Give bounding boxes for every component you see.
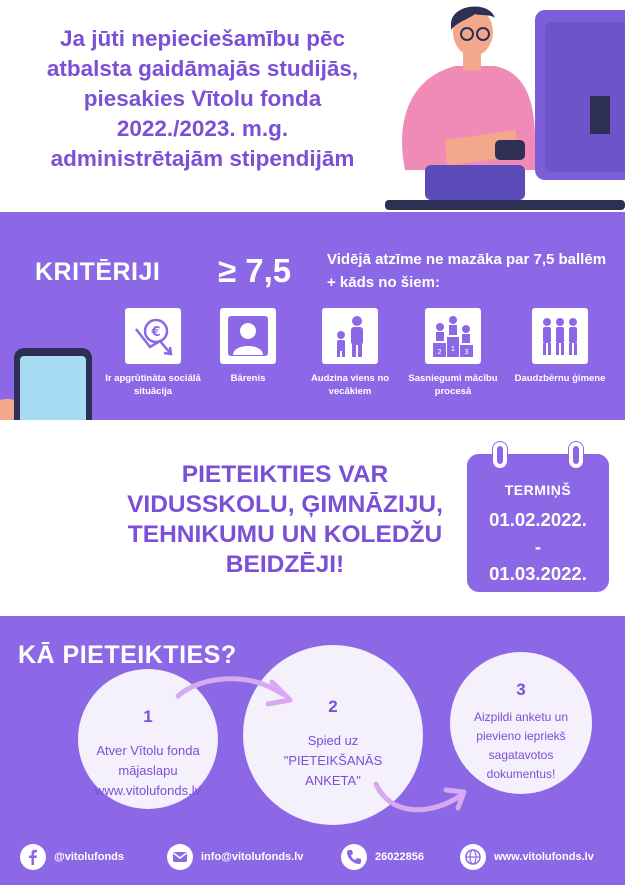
header-title-line: piesakies Vītolu fonda (83, 86, 322, 111)
step-number: 3 (516, 680, 526, 699)
criteria-item-label: Ir apgrūtināta sociālā situācija (105, 373, 201, 397)
deadline-end: 01.03.2022. (489, 563, 587, 584)
eligibility-line: TEHNIKUMU UN KOLEDŽU (127, 521, 443, 548)
euro-down-icon (125, 308, 181, 364)
deadline-start: 01.02.2022. (489, 509, 587, 530)
person-icon (220, 308, 276, 364)
header-title-line: atbalsta gaidāmajās studijās, (46, 56, 359, 81)
facebook-handle: @vitolufonds (54, 851, 124, 863)
criteria-item-label: Bārenis (230, 373, 266, 384)
criteria-item (398, 308, 508, 398)
arrow-1-icon (178, 679, 282, 696)
parent-child-icon (322, 308, 378, 364)
student-at-computer-illustration (385, 0, 625, 212)
step-text-line: Spied uz (307, 733, 359, 748)
step-number: 1 (143, 707, 153, 726)
website-url: www.vitolufonds.lv (494, 851, 594, 863)
email-icon (167, 844, 193, 870)
footer-website[interactable] (460, 844, 594, 870)
svg-text:2: 2 (437, 348, 442, 356)
how-title: KĀ PIETEIKTIES? (18, 641, 237, 669)
email-address: info@vitolufonds.lv (201, 851, 304, 863)
criteria-item (193, 308, 303, 385)
criteria-item-label: Sasniegumi mācību procesā (408, 373, 498, 397)
step-text-line: dokumentus! (486, 767, 556, 781)
eligibility-line: BEIDZĒJI! (225, 551, 345, 578)
footer-facebook[interactable] (20, 844, 124, 870)
globe-cursor-icon (460, 844, 486, 870)
svg-text:3: 3 (464, 348, 469, 356)
min-grade: ≥ 7,5 (218, 252, 292, 289)
step-text-line: mājaslapu (118, 763, 178, 778)
deadline-calendar (467, 454, 609, 592)
phone-number: 26022856 (375, 851, 424, 863)
header-section (0, 0, 625, 212)
header-title-line: 2022./2023. m.g. (116, 116, 289, 141)
eligibility-text (110, 460, 460, 580)
deadline-dates (473, 502, 603, 586)
how-to-apply-section (0, 616, 625, 885)
deadline-title: TERMIŅŠ (504, 482, 572, 498)
eligibility-line: VIDUSSKOLU, ĢIMNĀZIJU, (127, 491, 443, 518)
step-text-line: "PIETEIKŠANĀS (283, 753, 383, 768)
facebook-icon (20, 844, 46, 870)
step-text-line: pievieno iepriekš (476, 729, 566, 743)
family-icon (532, 308, 588, 364)
footer (0, 838, 625, 885)
header-title-line: administrētajām stipendijām (50, 146, 355, 171)
podium-icon (425, 308, 481, 364)
eligibility-line: PIETEIKTIES VAR (181, 461, 389, 488)
svg-text:1: 1 (450, 345, 456, 353)
criteria-item (295, 308, 405, 398)
step-text-line: www.vitolufonds.lv (94, 783, 202, 798)
step-number: 2 (328, 697, 338, 716)
phone-icon (341, 844, 367, 870)
footer-phone[interactable] (341, 844, 424, 870)
criteria-item-label: Daudzbērnu ģimene (514, 373, 606, 384)
step-text-line: sagatavotos (488, 748, 554, 762)
header-title (20, 24, 385, 174)
criteria-title: KRITĒRIJI (35, 258, 161, 286)
eligibility-section (0, 420, 625, 616)
step-text-line: Aizpildi anketu un (473, 710, 569, 724)
criteria-item (505, 308, 615, 385)
step-text-line: ANKETA" (305, 773, 361, 788)
header-title-line: Ja jūti nepieciešamību pēc (59, 26, 346, 51)
deadline-separator: - (534, 536, 542, 557)
criteria-item (98, 308, 208, 398)
step-text-line: Atver Vītolu fonda (96, 743, 200, 758)
criteria-item-label: Audzina viens no vecākiem (310, 373, 390, 397)
svg-text:€: € (151, 325, 161, 340)
calendar-ring-icon (493, 442, 507, 468)
footer-email[interactable] (167, 844, 303, 870)
criteria-description: Vidējā atzīme ne mazāka par 7,5 ballēm + kāds no šiem: (327, 251, 607, 291)
calendar-ring-icon (569, 442, 583, 468)
